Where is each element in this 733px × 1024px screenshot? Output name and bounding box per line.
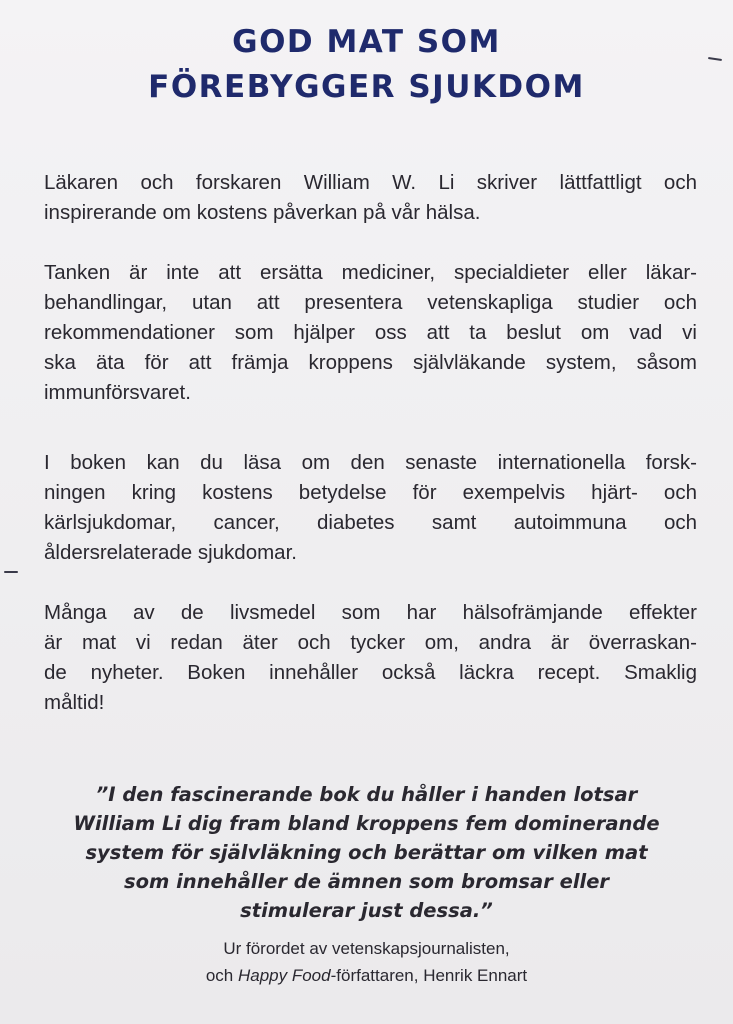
text-line: kärlsjukdomar, cancer, diabetes samt autoimmuna och — [44, 511, 697, 534]
title-line-2: FÖREBYGGER SJUKDOM — [148, 69, 585, 105]
text-line: inspirerande om kostens påverkan på vår hälsa. — [44, 201, 481, 224]
text-line: ningen kring kostens betydelse för exempelvis hjärt- och — [44, 481, 697, 504]
text-line: åldersrelaterade sjukdomar. — [44, 541, 297, 564]
paragraph-purpose — [44, 258, 697, 408]
title-line-1: GOD MAT SOM — [232, 24, 501, 60]
text-line: behandlingar, utan att presentera vetenskapliga studier och — [44, 291, 697, 314]
attribution-line-1: Ur förordet av vetenskapsjournalisten, — [223, 939, 510, 958]
pull-quote — [30, 780, 703, 925]
quote-line: stimulerar just dessa.” — [240, 899, 493, 922]
paragraph-intro — [44, 168, 697, 228]
paragraph-food — [44, 598, 697, 718]
text-line: immunförsvaret. — [44, 381, 191, 404]
text-line: Många av de livsmedel som har hälsofrämjande effekter — [44, 601, 697, 624]
text-line: Tanken är inte att ersätta mediciner, specialdieter eller läkar- — [44, 261, 697, 284]
paragraph-research — [44, 448, 697, 568]
quote-line: William Li dig fram bland kroppens fem dominerande — [73, 812, 660, 835]
text-line: I boken kan du läsa om den senaste internationella forsk- — [44, 451, 697, 474]
quote-line: ”I den fascinerande bok du håller i handen lotsar — [95, 783, 638, 806]
attribution-prefix: och — [205, 966, 238, 985]
text-line: Läkaren och forskaren William W. Li skriver lättfattligt och — [44, 171, 697, 194]
attribution-line-2 — [30, 962, 703, 989]
book-title-happy-food: Happy Food — [237, 966, 331, 985]
text-line: de nyheter. Boken innehåller också läckra recept. Smaklig — [44, 661, 697, 684]
attribution-suffix: -författaren, Henrik Ennart — [330, 966, 528, 985]
text-line: ska äta för att främja kroppens självläkande system, såsom — [44, 351, 697, 374]
text-line: är mat vi redan äter och tycker om, andra är överraskan- — [44, 631, 697, 654]
quote-line: system för självläkning och berättar om vilken mat — [85, 841, 648, 864]
text-line: måltid! — [44, 691, 105, 714]
quote-attribution — [30, 935, 703, 989]
print-mark-left — [4, 571, 18, 573]
quote-line: som innehåller de ämnen som bromsar eller — [123, 870, 610, 893]
text-line: rekommendationer som hjälper oss att ta beslut om vad vi — [44, 321, 697, 344]
page-title — [0, 20, 733, 110]
